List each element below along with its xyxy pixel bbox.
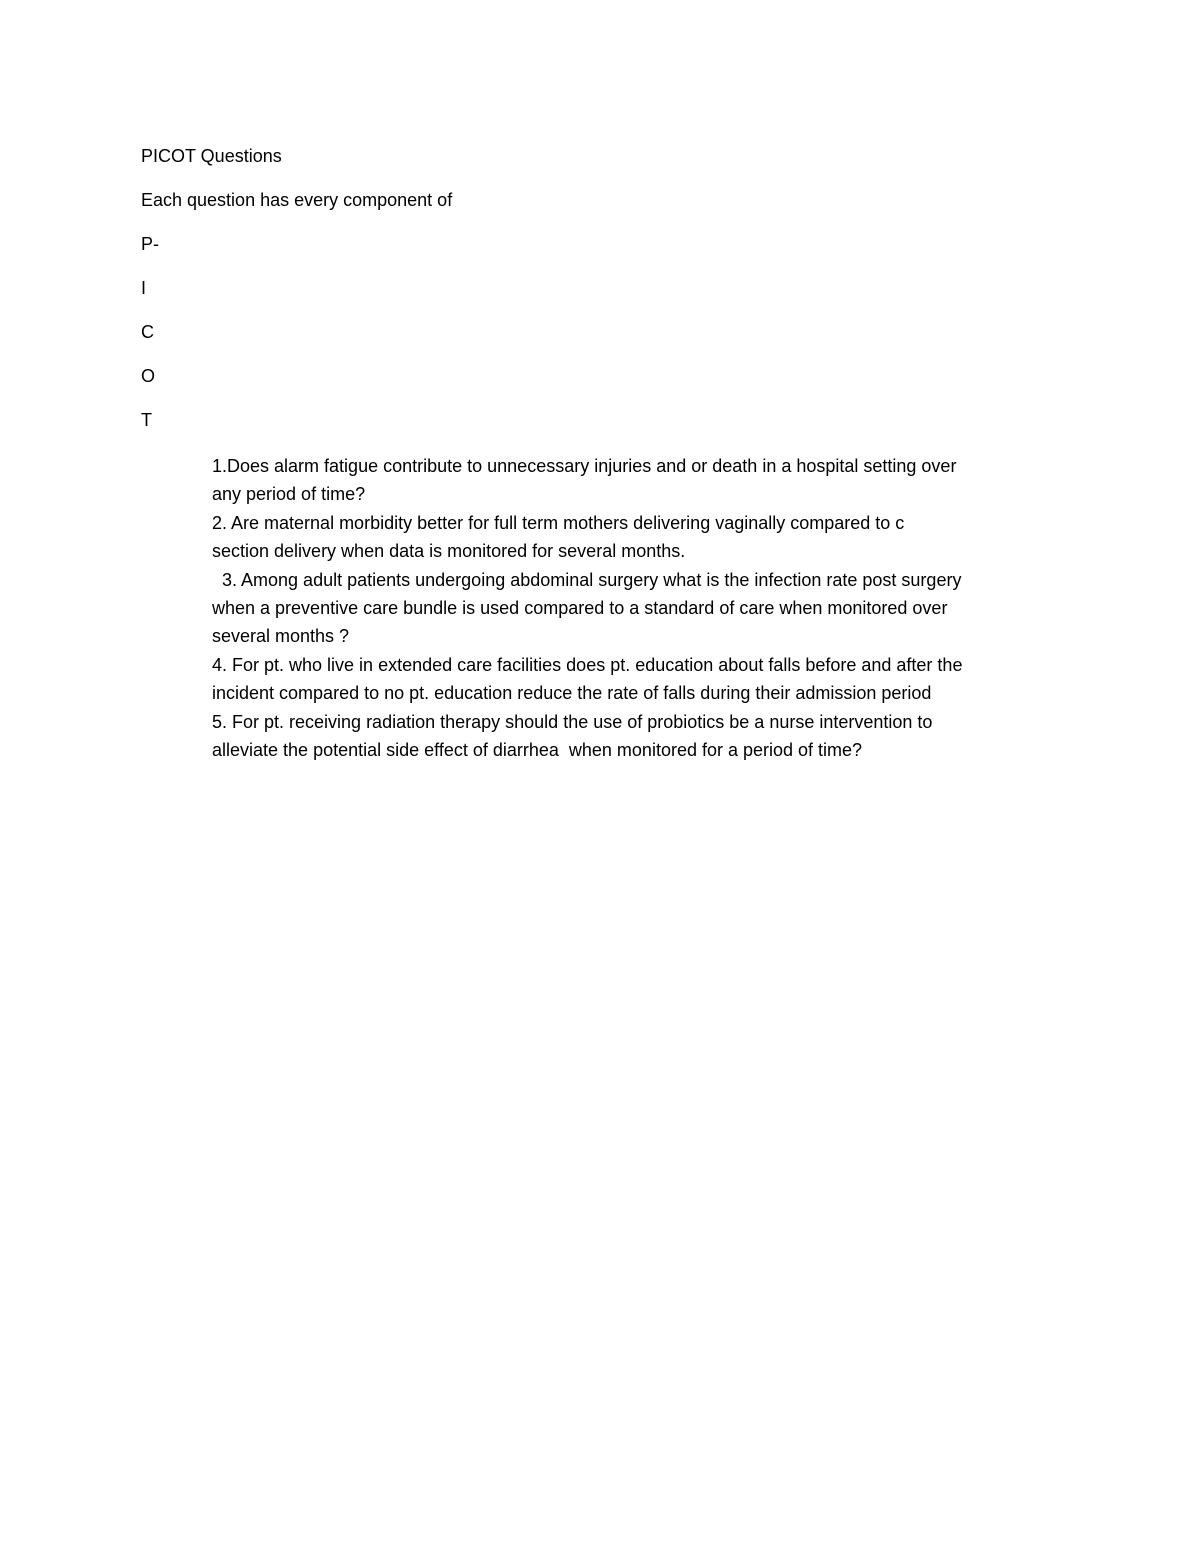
question-line: 3. Among adult patients undergoing abdominal surgery what is the infection rate post surgery (212, 569, 962, 590)
question-list (212, 452, 1072, 764)
question-line: 1.Does alarm fatigue contribute to unnecessary injuries and or death in a hospital setting over (212, 456, 957, 476)
question-line: section delivery when data is monitored for several months. (212, 541, 686, 562)
question-line: 2. Are maternal morbidity better for full term mothers delivering vaginally compared to c (212, 512, 905, 533)
page-title: PICOT Questions (141, 146, 282, 166)
component-o: O (141, 366, 156, 386)
question-line: 4. For pt. who live in extended care facilities does pt. education about falls before and after the (212, 654, 963, 675)
component-p: P- (141, 234, 159, 254)
question-line: 5. For pt. receiving radiation therapy should the use of probiotics be a nurse intervention to (212, 711, 933, 732)
component-i: I (141, 278, 147, 298)
intro-text: Each question has every component of (141, 190, 453, 210)
component-t: T (141, 410, 152, 430)
question-line: incident compared to no pt. education reduce the rate of falls during their admission period (212, 683, 932, 704)
question-line: when a preventive care bundle is used compared to a standard of care when monitored over (212, 598, 948, 619)
component-c: C (141, 322, 154, 342)
question-line: any period of time? (212, 484, 366, 505)
question-line: alleviate the potential side effect of diarrhea when monitored for a period of time? (212, 740, 863, 761)
question-line: several months ? (212, 626, 350, 647)
